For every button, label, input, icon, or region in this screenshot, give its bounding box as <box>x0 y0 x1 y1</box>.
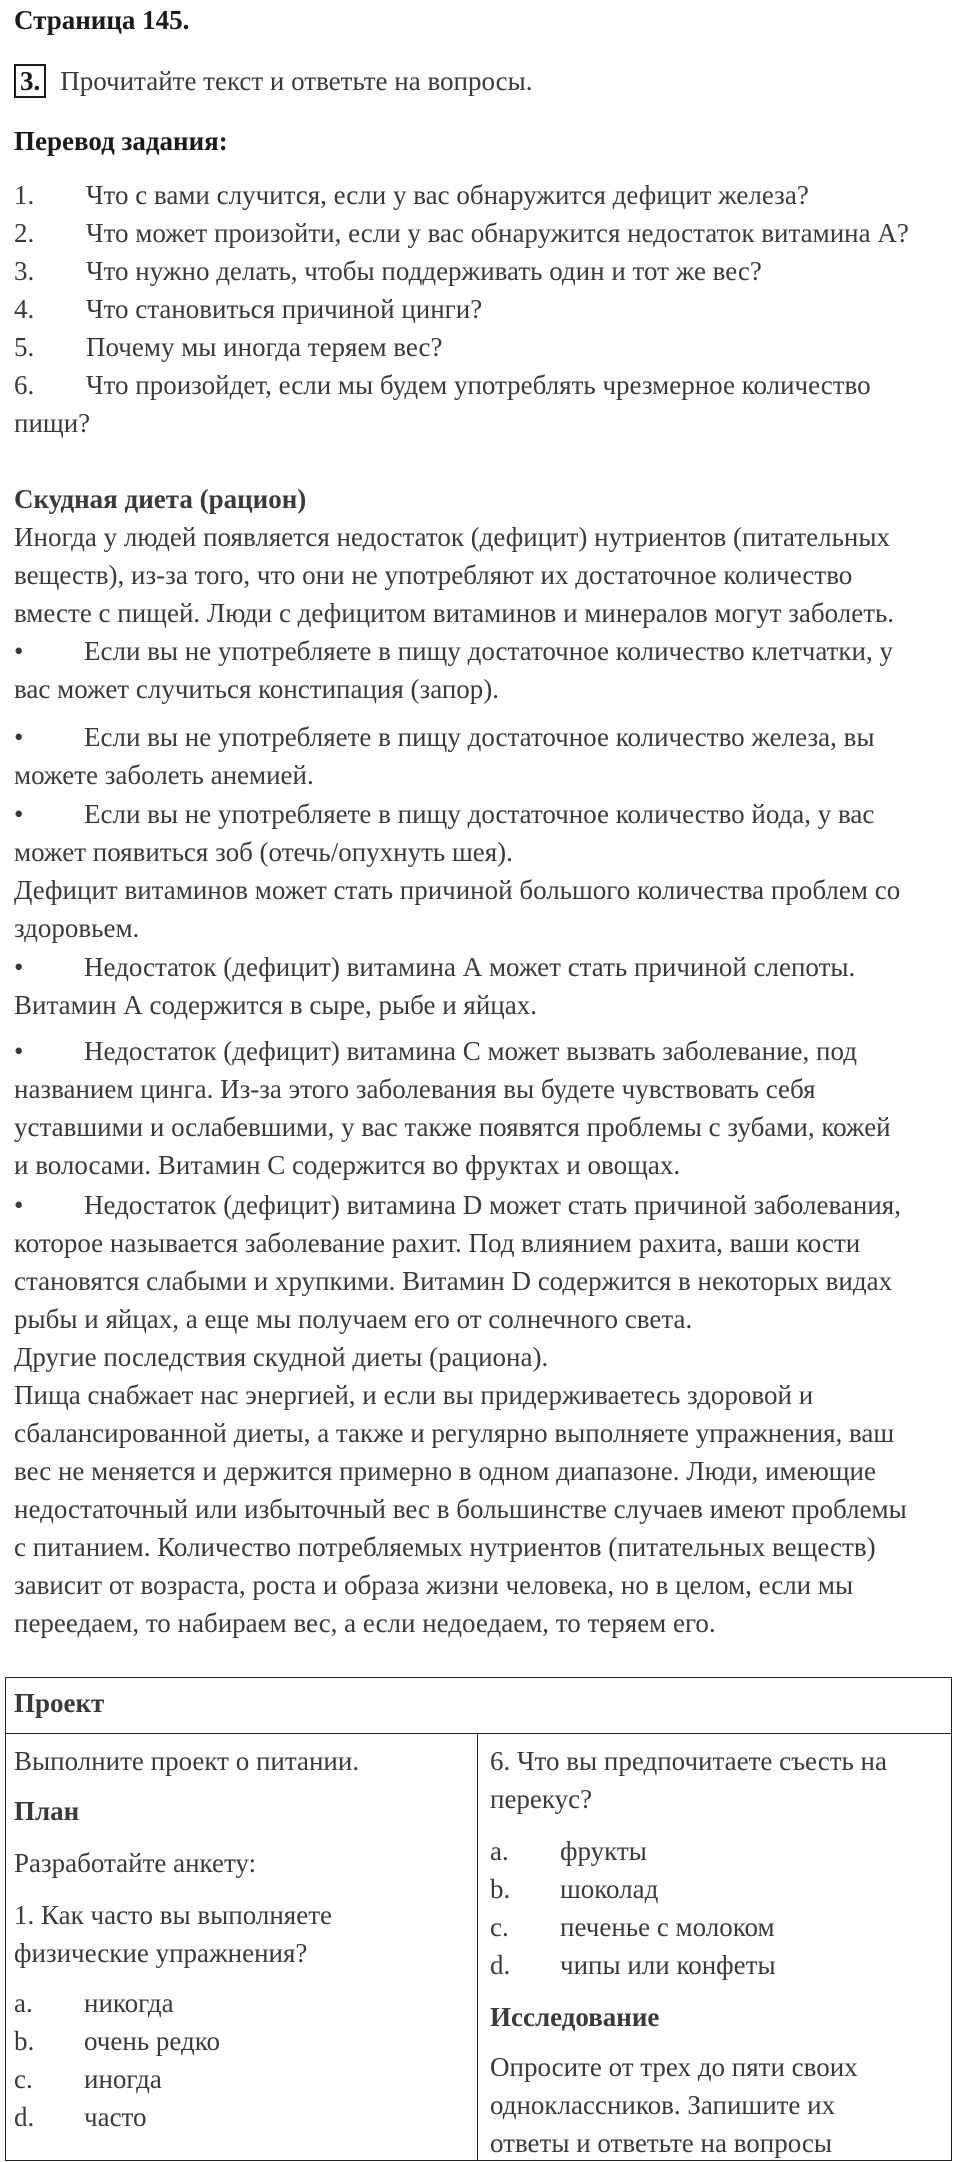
article-text: вместе с пищей. Люди с дефицитом витаминов и минералов могут заболеть. <box>14 598 895 628</box>
translation-heading: Перевод задания: <box>14 126 228 156</box>
article-subtitle: Другие последствия скудной диеты (рациона). <box>14 1342 549 1372</box>
article-text: Пища снабжает нас энергией, и если вы придерживаетесь здоровой и <box>14 1380 814 1410</box>
task-number: 3. <box>14 64 46 98</box>
survey-question-continuation: физические упражнения? <box>14 1938 308 1968</box>
research-text: одноклассников. Запишите их <box>490 2090 836 2120</box>
survey-option: a. никогда <box>14 1988 174 2018</box>
survey-option: d. чипы или конфеты <box>490 1950 776 1980</box>
survey-option: b. очень редко <box>14 2026 220 2056</box>
survey-option: c. печенье с молоком <box>490 1912 775 1942</box>
research-text: ответы и ответьте на вопросы <box>490 2128 833 2158</box>
bullet-item: • Если вы не употребляете в пищу достаточное количество железа, вы <box>14 718 875 756</box>
question-item: 1. Что с вами случится, если у вас обнаружится дефицит железа? <box>14 180 809 210</box>
table-divider-horizontal <box>6 1733 951 1734</box>
survey-label: Разработайте анкету: <box>14 1848 257 1878</box>
bullet-item-continuation: названием цинга. Из-за этого заболевания вы будете чувствовать себя <box>14 1074 816 1104</box>
survey-option: d. часто <box>14 2102 147 2132</box>
research-heading: Исследование <box>490 2002 660 2032</box>
article-text: веществ), из-за того, что они не употребляют их достаточное количество <box>14 560 853 590</box>
question-item: 6. Что произойдет, если мы будем употреблять чрезмерное количество <box>14 370 871 400</box>
task-line <box>14 62 533 100</box>
survey-question: 6. Что вы предпочитаете съесть на <box>490 1746 887 1776</box>
bullet-item-continuation: и волосами. Витамин С содержится во фруктах и овощах. <box>14 1150 681 1180</box>
survey-question: 1. Как часто вы выполняете <box>14 1900 332 1930</box>
bullet-marker: • <box>14 1036 24 1066</box>
article-text: с питанием. Количество потребляемых нутриентов (питательных веществ) <box>14 1532 876 1562</box>
project-table <box>5 1677 952 2161</box>
article-text: переедаем, то набираем вес, а если недоедаем, то теряем его. <box>14 1608 716 1638</box>
table-divider-vertical <box>477 1733 478 2160</box>
bullet-item: • Если вы не употребляете в пищу достаточное количество йода, у вас <box>14 795 874 833</box>
bullet-item-continuation: уставшими и ослабевшими, у вас также появятся проблемы с зубами, кожей <box>14 1112 891 1142</box>
article-text: недостаточный или избыточный вес в большинстве случаев имеют проблемы <box>14 1494 907 1524</box>
bullet-item-continuation: рыбы и яйцах, а еще мы получаем его от солнечного света. <box>14 1304 693 1334</box>
bullet-item: • Недостаток (дефицит) витамина А может стать причиной слепоты. <box>14 948 855 986</box>
question-item-continuation: пищи? <box>14 408 91 438</box>
bullet-item-continuation: может появиться зоб (отечь/опухнуть шея). <box>14 837 513 867</box>
question-item: 2. Что может произойти, если у вас обнаружится недостаток витамина А? <box>14 218 909 248</box>
article-text: зависит от возраста, роста и образа жизни человека, но в целом, если мы <box>14 1570 854 1600</box>
survey-question-continuation: перекус? <box>490 1784 593 1814</box>
bullet-item-continuation: можете заболеть анемией. <box>14 760 314 790</box>
research-text: Опросите от трех до пяти своих <box>490 2052 858 2082</box>
survey-option: c. иногда <box>14 2064 162 2094</box>
article-text: сбалансированной диеты, а также и регулярно выполняете упражнения, ваш <box>14 1418 895 1448</box>
bullet-marker: • <box>14 799 24 829</box>
question-item: 5. Почему мы иногда теряем вес? <box>14 332 443 362</box>
bullet-item-continuation: Витамин А содержится в сыре, рыбе и яйцах. <box>14 990 537 1020</box>
bullet-item: • Если вы не употребляете в пищу достаточное количество клетчатки, у <box>14 632 893 670</box>
question-item: 4. Что становиться причиной цинги? <box>14 294 483 324</box>
article-text: здоровьем. <box>14 913 140 943</box>
survey-option: b. шоколад <box>490 1874 659 1904</box>
bullet-item-continuation: которое называется заболевание рахит. Под влиянием рахита, ваши кости <box>14 1228 861 1258</box>
bullet-item: • Недостаток (дефицит) витамина D может стать причиной заболевания, <box>14 1186 901 1224</box>
task-instruction: Прочитайте текст и ответьте на вопросы. <box>60 66 533 96</box>
article-text: Дефицит витаминов может стать причиной большого количества проблем со <box>14 875 901 905</box>
project-intro: Выполните проект о питании. <box>14 1746 360 1776</box>
bullet-item: • Недостаток (дефицит) витамина С может вызвать заболевание, под <box>14 1032 857 1070</box>
bullet-marker: • <box>14 952 24 982</box>
bullet-item-continuation: становятся слабыми и хрупкими. Витамин D содержится в некоторых видах <box>14 1266 893 1296</box>
article-text: Иногда у людей появляется недостаток (дефицит) нутриентов (питательных <box>14 522 890 552</box>
article-title: Скудная диета (рацион) <box>14 484 307 514</box>
question-item: 3. Что нужно делать, чтобы поддерживать один и тот же вес? <box>14 256 762 286</box>
article-text: вес не меняется и держится примерно в одном диапазоне. Люди, имеющие <box>14 1456 876 1486</box>
bullet-item-continuation: вас может случиться констипация (запор). <box>14 674 500 704</box>
survey-option: a. фрукты <box>490 1836 647 1866</box>
plan-heading: План <box>14 1796 80 1826</box>
project-header: Проект <box>14 1688 105 1718</box>
page-header: Страница 145. <box>14 5 190 35</box>
bullet-marker: • <box>14 636 24 666</box>
bullet-marker: • <box>14 722 24 752</box>
bullet-marker: • <box>14 1190 24 1220</box>
